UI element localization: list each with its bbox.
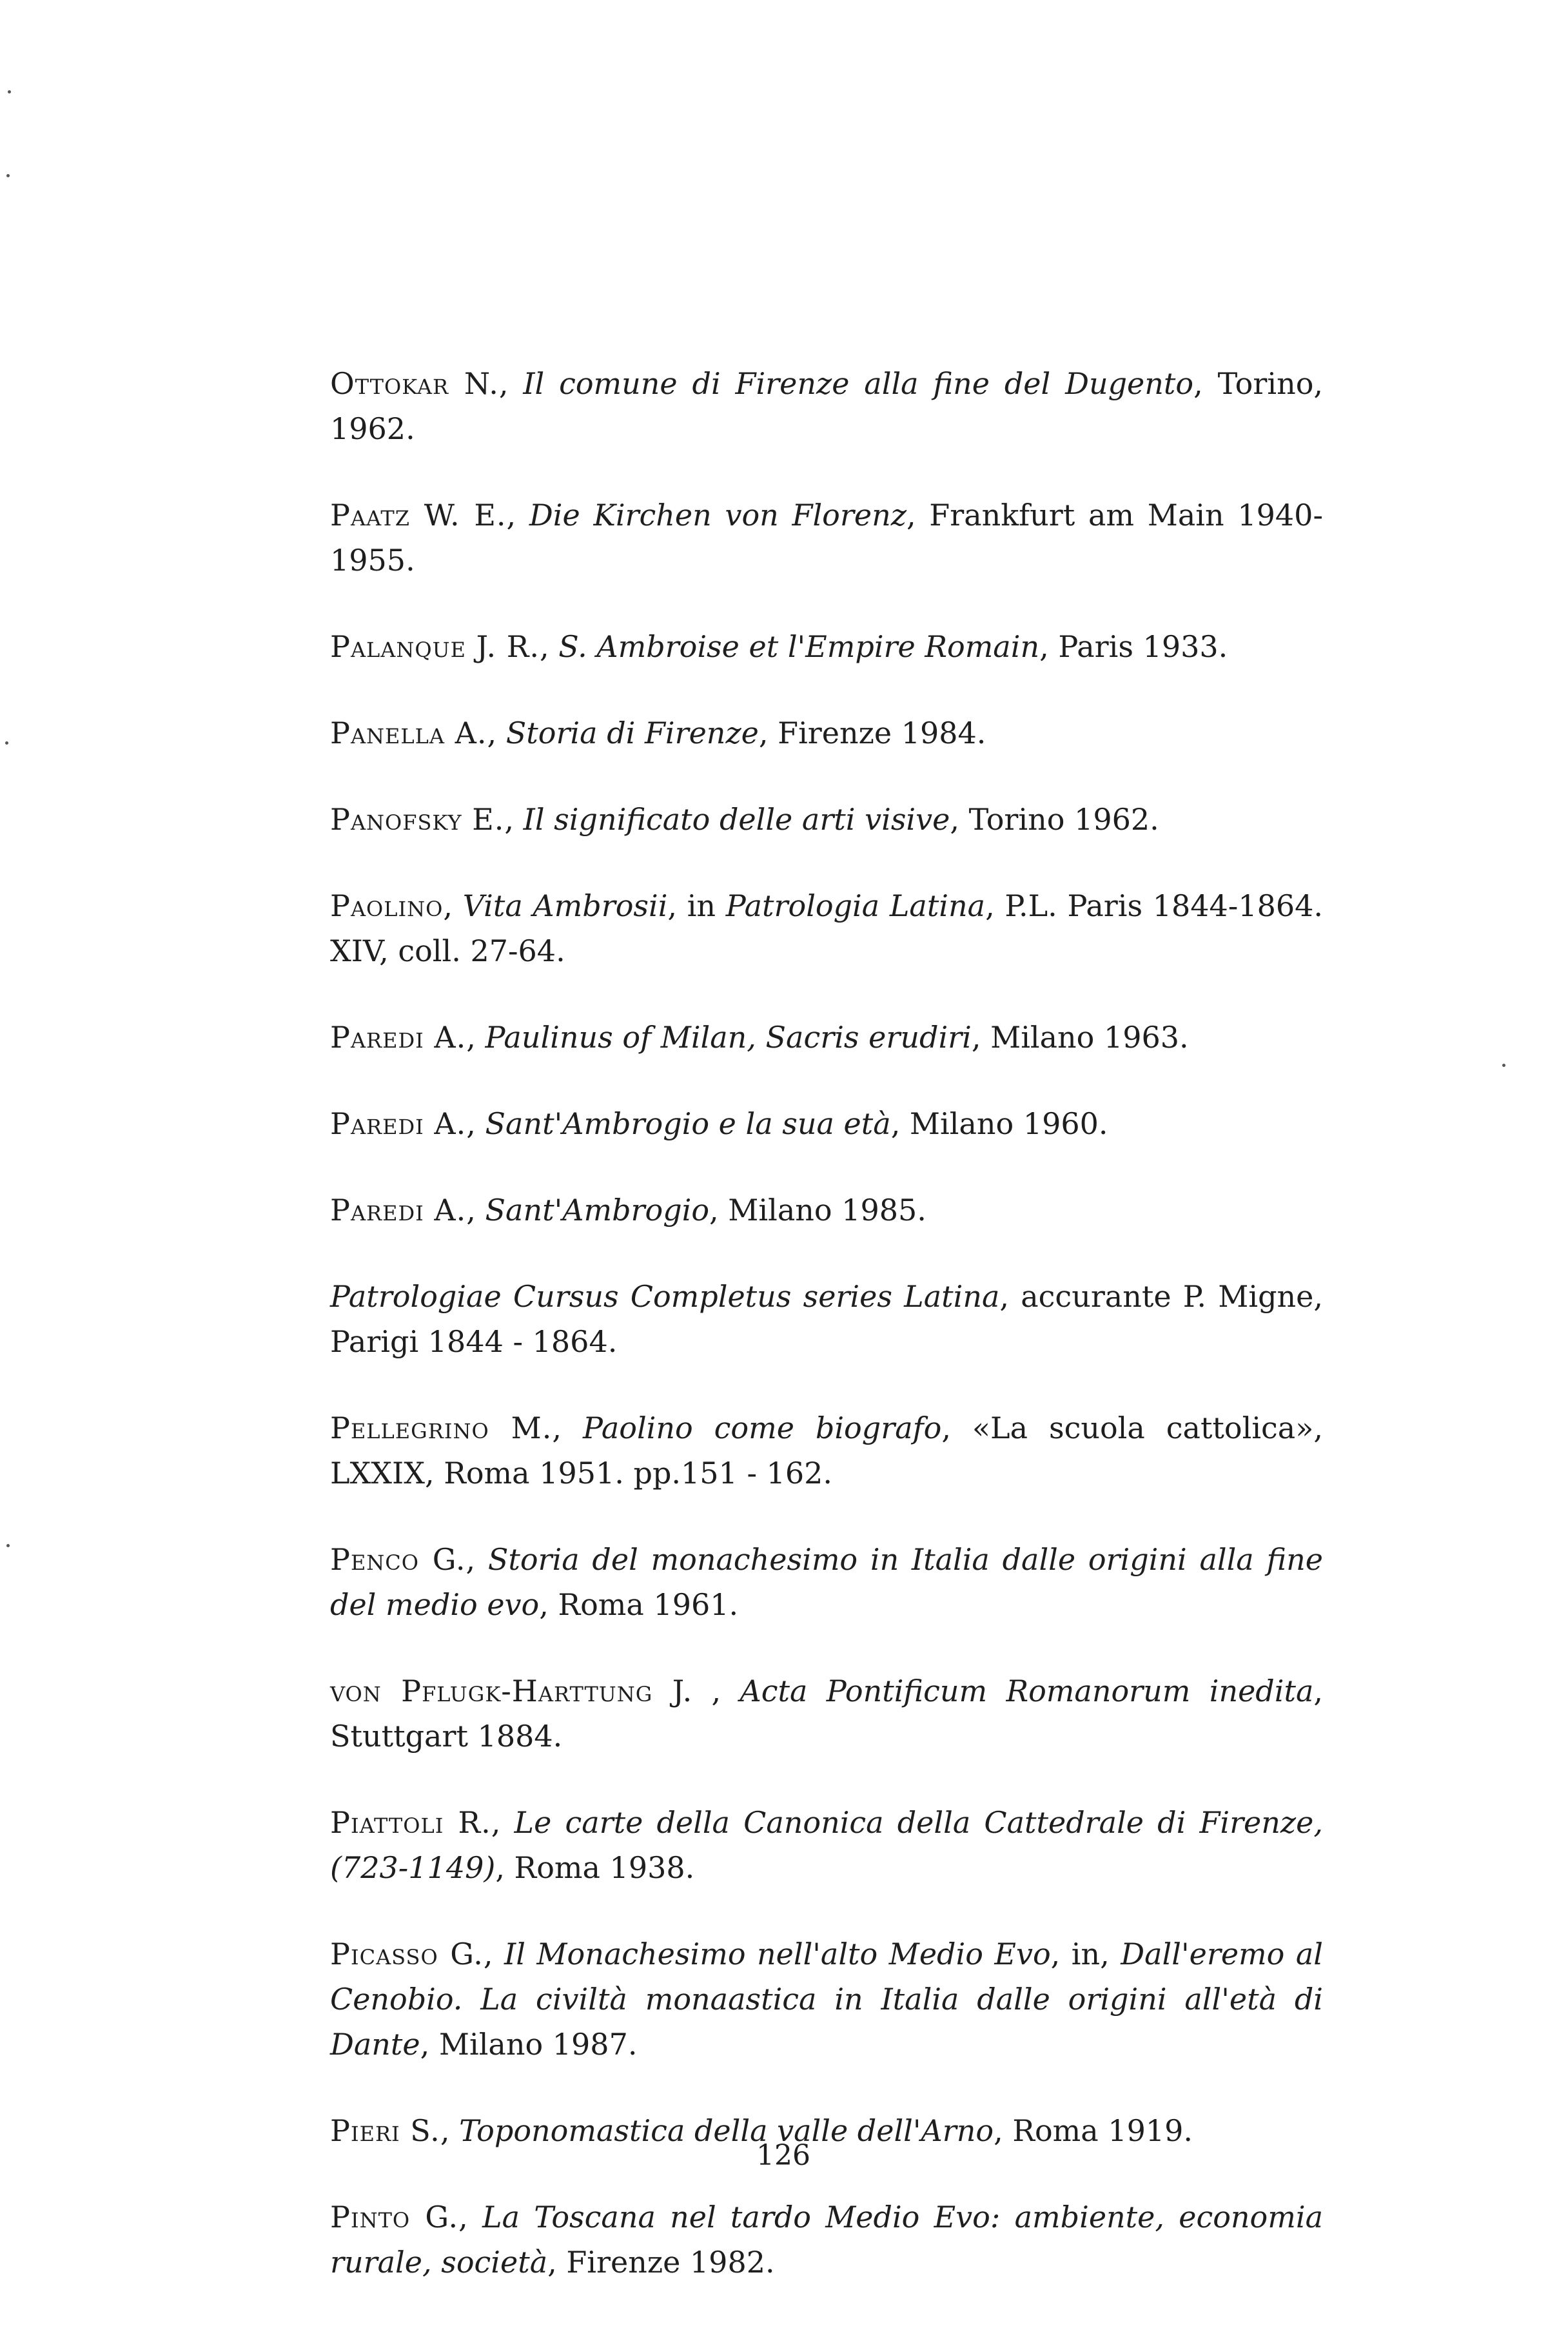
entry-author: Penco G. [330, 1542, 466, 1577]
entry-text: , [466, 1020, 485, 1055]
entry-text: , Milano 1987. [420, 2027, 638, 2062]
entry-text: , Paris 1933. [1039, 629, 1228, 664]
entry-title: La Toscana nel tardo Medio Evo: ambiente, economia rurale, società [330, 2200, 1323, 2280]
bibliography-entry [330, 1274, 1323, 1364]
entry-title: Il comune di Firenze alla fine del Dugento [523, 366, 1194, 401]
entry-title: Sant'Ambrogio [485, 1193, 710, 1227]
entry-author: Pinto G. [330, 2200, 459, 2234]
entry-text: , [440, 2113, 460, 2148]
entry-author: Palanque J. R. [330, 629, 540, 664]
entry-text: , [483, 1937, 505, 1971]
entry-text: , [504, 802, 524, 837]
entry-title: S. Ambroise et l'Empire Romain [558, 629, 1040, 664]
entry-text: , P.L. Paris 1844-1864. XIV, coll. 27-64. [330, 888, 1324, 968]
entry-text: , Firenze 1984. [758, 716, 986, 750]
bibliography-entry [330, 493, 1323, 583]
entry-title: Toponomastica della valle dell'Arno [459, 2113, 994, 2148]
scan-speck [8, 90, 11, 93]
entry-text: , [443, 888, 463, 923]
scan-speck [5, 741, 8, 745]
entry-text: , Stuttgart 1884. [330, 1674, 1323, 1754]
entry-author: Pellegrino M. [330, 1411, 553, 1445]
entry-text: , Roma 1919. [994, 2113, 1193, 2148]
bibliography-entry [330, 1800, 1323, 1890]
entry-title: Die Kirchen von Florenz [529, 498, 906, 533]
bibliography-entry [330, 797, 1323, 842]
entry-text: , [466, 1542, 488, 1577]
entry-author: von Pflugk-Harttung J. [330, 1674, 693, 1708]
bibliography-entry [330, 2194, 1323, 2285]
entry-text: , [539, 629, 559, 664]
entry-author: Paatz W. E. [330, 498, 507, 533]
entry-text: , [692, 1674, 740, 1708]
entry-text: , [506, 498, 529, 533]
entry-author: Paolino [330, 888, 444, 923]
entry-author: Ottokar N. [330, 366, 499, 401]
entry-title: Paulinus of Milan, Sacris erudiri [485, 1020, 972, 1055]
bibliography-list [330, 361, 1323, 2326]
bibliography-entry [330, 1405, 1323, 1496]
bibliography-entry [330, 1015, 1323, 1060]
entry-text: , Frankfurt am Main 1940-1955. [330, 498, 1323, 578]
bibliography-entry [330, 1187, 1323, 1233]
entry-title: Dall'eremo al Cenobio. La civiltà monaastica in Italia dalle origini all'età di Dante [330, 1937, 1324, 2062]
entry-text: , Torino 1962. [950, 802, 1159, 837]
bibliography-entry [330, 2108, 1323, 2153]
entry-text: , Milano 1963. [971, 1020, 1189, 1055]
entry-text: , [466, 1193, 485, 1227]
entry-author: Panella A. [330, 716, 487, 750]
scan-speck [6, 174, 10, 177]
entry-author: Paredi A. [330, 1193, 467, 1227]
entry-title: Paolino come biografo [582, 1411, 942, 1445]
entry-text: , Roma 1938. [495, 1850, 695, 1885]
bibliography-entry [330, 1537, 1323, 1627]
bibliography-entry [330, 883, 1323, 973]
entry-author: Panofsky E. [330, 802, 505, 837]
bibliography-entry [330, 1931, 1323, 2067]
entry-text: , accurante P. Migne, Parigi 1844 - 1864. [330, 1279, 1323, 1359]
entry-author: Picasso G. [330, 1937, 484, 1971]
entry-title: Il Monachesimo nell'alto Medio Evo [504, 1937, 1051, 1971]
entry-text: , Torino, 1962. [330, 366, 1324, 446]
entry-text: , [498, 366, 524, 401]
entry-title: Vita Ambrosii [462, 888, 668, 923]
entry-text: , [491, 1805, 514, 1840]
entry-title: Il significato delle arti visive [523, 802, 950, 837]
entry-title: Patrologiae Cursus Completus series Latina [330, 1279, 1000, 1314]
entry-title: Acta Pontificum Romanorum inedita [740, 1674, 1314, 1708]
entry-title: Storia del monachesimo in Italia dalle origini alla fine del medio evo [330, 1542, 1323, 1622]
scan-speck [1502, 1064, 1505, 1067]
page-number: 126 [756, 2139, 810, 2172]
entry-author: Paredi A. [330, 1020, 467, 1055]
entry-text: , Firenze 1982. [547, 2245, 775, 2280]
entry-author: Paredi A. [330, 1106, 467, 1141]
entry-title: Le carte della Canonica della Cattedrale di Firenze, (723-1149) [330, 1805, 1323, 1885]
bibliography-entry [330, 710, 1323, 756]
entry-text: , [487, 716, 506, 750]
entry-title: Storia di Firenze [505, 716, 759, 750]
entry-title: Sant'Ambrogio e la sua età [485, 1106, 891, 1141]
entry-author: Piattoli R. [330, 1805, 491, 1840]
entry-text: , Milano 1985. [709, 1193, 926, 1227]
bibliography-entry [330, 1668, 1323, 1759]
entry-text: , in [667, 888, 726, 923]
entry-text: , Milano 1960. [890, 1106, 1108, 1141]
bibliography-entry [330, 624, 1323, 669]
bibliography-entry [330, 361, 1323, 451]
entry-text: , in, [1050, 1937, 1121, 1971]
entry-title: Patrologia Latina [725, 888, 986, 923]
bibliography-entry [330, 1101, 1323, 1146]
entry-text: , [458, 2200, 483, 2234]
entry-author: Pieri S. [330, 2113, 440, 2148]
entry-text: , «La scuola cattolica», LXXIX, Roma 1951. pp.151 - 162. [330, 1411, 1323, 1490]
entry-text: , Roma 1961. [539, 1587, 739, 1622]
scan-speck [6, 1544, 10, 1547]
entry-text: , [552, 1411, 583, 1445]
entry-text: , [466, 1106, 485, 1141]
